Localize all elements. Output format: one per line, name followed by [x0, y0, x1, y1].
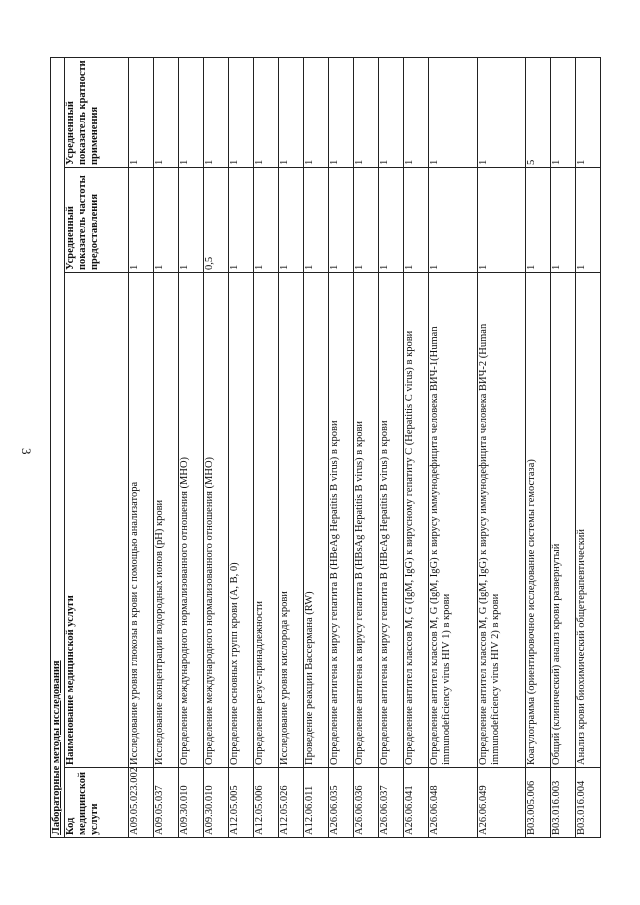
cell-code: A26.06.037	[379, 768, 404, 838]
cell-code: A26.06.036	[354, 768, 379, 838]
cell-name: Исследование уровня глюкозы в крови с помощью анализатора	[129, 273, 154, 768]
cell-mult: 1	[204, 57, 229, 167]
table-row	[329, 57, 354, 837]
cell-mult: 1	[129, 57, 154, 167]
cell-name: Определение антигена к вирусу гепатита B (HBcAg Hepatitis B virus) в крови	[379, 273, 404, 768]
table-row	[304, 57, 329, 837]
cell-code: A12.06.011	[304, 768, 329, 838]
section-row	[51, 57, 65, 837]
header-code: Код медицинской услуги	[65, 768, 129, 838]
cell-freq: 0,5	[204, 168, 229, 273]
cell-mult: 1	[575, 57, 600, 167]
cell-code: A09.30.010	[179, 768, 204, 838]
cell-code: A09.05.023.002	[129, 768, 154, 838]
cell-code: A26.06.035	[329, 768, 354, 838]
cell-name: Исследование уровня кислорода крови	[279, 273, 304, 768]
cell-code: A26.06.041	[404, 768, 429, 838]
table-row	[379, 57, 404, 837]
cell-mult: 1	[477, 57, 525, 167]
header-name: Наименование медицинской услуги	[65, 273, 129, 768]
cell-freq: 1	[379, 168, 404, 273]
table-row	[129, 57, 154, 837]
cell-mult: 1	[179, 57, 204, 167]
services-table-body	[51, 57, 601, 837]
cell-mult: 1	[379, 57, 404, 167]
table-row	[279, 57, 304, 837]
cell-name: Исследование концентрации водородных ионов (pH) крови	[154, 273, 179, 768]
cell-mult: 1	[304, 57, 329, 167]
cell-code: A26.06.048	[429, 768, 477, 838]
cell-mult: 1	[329, 57, 354, 167]
cell-freq: 1	[304, 168, 329, 273]
cell-name: Определение основных групп крови (A, B, 0)	[229, 273, 254, 768]
cell-freq: 1	[254, 168, 279, 273]
cell-name: Определение международного нормализованного отношения (МНО)	[204, 273, 229, 768]
cell-mult: 1	[254, 57, 279, 167]
cell-mult: 5	[525, 57, 550, 167]
cell-freq: 1	[154, 168, 179, 273]
cell-code: A12.05.005	[229, 768, 254, 838]
cell-freq: 1	[354, 168, 379, 273]
services-table	[50, 57, 601, 838]
cell-name: Коагулограмма (ориентировочное исследование системы гемостаза)	[525, 273, 550, 768]
cell-name: Определение антител классов M, G (IgM, IgG) к вирусу иммунодефицита человека ВИЧ-2 (Human immunodeficiency virus HIV 2) в крови	[477, 273, 525, 768]
cell-freq: 1	[525, 168, 550, 273]
cell-freq: 1	[179, 168, 204, 273]
cell-freq: 1	[550, 168, 575, 273]
cell-mult: 1	[404, 57, 429, 167]
cell-name: Анализ крови биохимический общетерапевтический	[575, 273, 600, 768]
cell-name: Определение антигена к вирусу гепатита B (HBsAg Hepatitis B virus) в крови	[354, 273, 379, 768]
cell-freq: 1	[477, 168, 525, 273]
table-row	[254, 57, 279, 837]
table-row	[429, 57, 477, 837]
rotated-table-container	[50, 58, 601, 838]
cell-name: Определение антител классов M, G (IgM, IgG) к вирусу иммунодефицита человека ВИЧ-1(Human immunodeficiency virus HIV 1) в крови	[429, 273, 477, 768]
cell-code: A09.05.037	[154, 768, 179, 838]
cell-code: A12.05.026	[279, 768, 304, 838]
header-freq: Усредненный показатель частоты предоставления	[65, 168, 129, 273]
section-title: Лабораторные методы исследования	[51, 57, 65, 837]
cell-name: Определение международного нормализованного отношения (МНО)	[179, 273, 204, 768]
cell-code: A12.05.006	[254, 768, 279, 838]
cell-code: B03.005.006	[525, 768, 550, 838]
cell-mult: 1	[279, 57, 304, 167]
cell-name: Проведение реакции Вассермана (RW)	[304, 273, 329, 768]
cell-mult: 1	[550, 57, 575, 167]
cell-code: B03.016.003	[550, 768, 575, 838]
cell-name: Общий (клинический) анализ крови развернутый	[550, 273, 575, 768]
table-row	[404, 57, 429, 837]
cell-name: Определение антител классов M, G (IgM, IgG) к вирусному гепатиту C (Hepatitis C virus) в крови	[404, 273, 429, 768]
header-row	[65, 57, 129, 837]
cell-freq: 1	[279, 168, 304, 273]
page-number: 3	[19, 448, 34, 455]
cell-mult: 1	[154, 57, 179, 167]
table-row	[229, 57, 254, 837]
table-row	[354, 57, 379, 837]
cell-freq: 1	[329, 168, 354, 273]
table-row	[575, 57, 600, 837]
table-row	[477, 57, 525, 837]
cell-freq: 1	[575, 168, 600, 273]
cell-freq: 1	[229, 168, 254, 273]
cell-name: Определение резус-принадлежности	[254, 273, 279, 768]
cell-mult: 1	[354, 57, 379, 167]
table-row	[179, 57, 204, 837]
cell-mult: 1	[429, 57, 477, 167]
cell-code: A09.30.010	[204, 768, 229, 838]
cell-mult: 1	[229, 57, 254, 167]
table-row	[204, 57, 229, 837]
cell-code: A26.06.049	[477, 768, 525, 838]
cell-freq: 1	[429, 168, 477, 273]
table-row	[154, 57, 179, 837]
cell-freq: 1	[404, 168, 429, 273]
cell-name: Определение антигена к вирусу гепатита B (HBeAg Hepatitis B virus) в крови	[329, 273, 354, 768]
header-mult: Усредненный показатель кратности применения	[65, 57, 129, 167]
table-row	[525, 57, 550, 837]
cell-freq: 1	[129, 168, 154, 273]
cell-code: B03.016.004	[575, 768, 600, 838]
table-row	[550, 57, 575, 837]
